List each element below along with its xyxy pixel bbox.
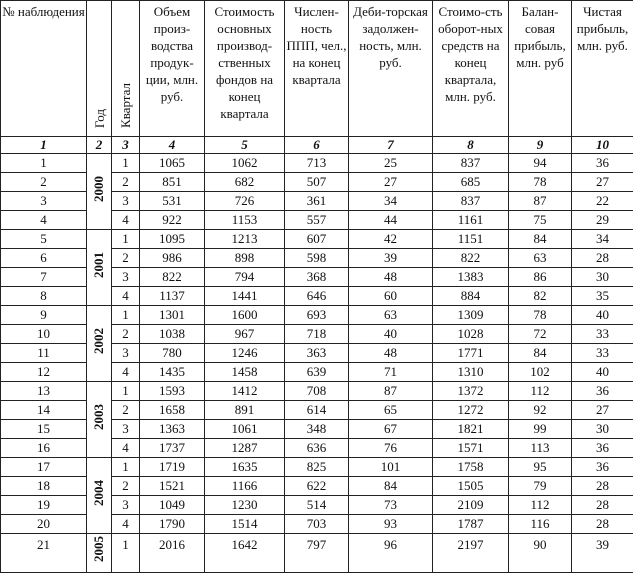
column-number: 2 bbox=[87, 137, 112, 154]
header-headcount: Числен-ность ППП, чел., на конец квартала bbox=[285, 1, 349, 137]
value-cell: 2197 bbox=[433, 534, 509, 573]
observation-number: 3 bbox=[1, 192, 87, 211]
value-cell: 361 bbox=[285, 192, 349, 211]
value-cell: 76 bbox=[349, 439, 433, 458]
value-cell: 1309 bbox=[433, 306, 509, 325]
observation-number: 16 bbox=[1, 439, 87, 458]
observation-number: 1 bbox=[1, 154, 87, 173]
value-cell: 682 bbox=[205, 173, 285, 192]
value-cell: 48 bbox=[349, 268, 433, 287]
observation-number: 4 bbox=[1, 211, 87, 230]
value-cell: 1151 bbox=[433, 230, 509, 249]
value-cell: 40 bbox=[349, 325, 433, 344]
value-cell: 726 bbox=[205, 192, 285, 211]
value-cell: 63 bbox=[349, 306, 433, 325]
value-cell: 28 bbox=[572, 496, 633, 515]
value-cell: 718 bbox=[285, 325, 349, 344]
value-cell: 1787 bbox=[433, 515, 509, 534]
value-cell: 27 bbox=[572, 401, 633, 420]
value-cell: 39 bbox=[572, 534, 633, 573]
value-cell: 79 bbox=[509, 477, 572, 496]
value-cell: 693 bbox=[285, 306, 349, 325]
year-cell: 2005 bbox=[87, 534, 112, 573]
year-cell: 2002 bbox=[87, 306, 112, 382]
quarter-cell: 3 bbox=[112, 496, 140, 515]
value-cell: 1412 bbox=[205, 382, 285, 401]
value-cell: 78 bbox=[509, 173, 572, 192]
header-year: Год bbox=[87, 1, 112, 137]
value-cell: 851 bbox=[140, 173, 205, 192]
value-cell: 60 bbox=[349, 287, 433, 306]
value-cell: 40 bbox=[572, 363, 633, 382]
value-cell: 646 bbox=[285, 287, 349, 306]
value-cell: 25 bbox=[349, 154, 433, 173]
table-row bbox=[1, 154, 633, 173]
value-cell: 713 bbox=[285, 154, 349, 173]
value-cell: 1383 bbox=[433, 268, 509, 287]
value-cell: 614 bbox=[285, 401, 349, 420]
value-cell: 99 bbox=[509, 420, 572, 439]
header-observation: № наблюдения bbox=[1, 1, 87, 137]
value-cell: 797 bbox=[285, 534, 349, 573]
value-cell: 101 bbox=[349, 458, 433, 477]
value-cell: 1758 bbox=[433, 458, 509, 477]
value-cell: 48 bbox=[349, 344, 433, 363]
value-cell: 1514 bbox=[205, 515, 285, 534]
value-cell: 28 bbox=[572, 249, 633, 268]
column-number: 5 bbox=[205, 137, 285, 154]
value-cell: 1213 bbox=[205, 230, 285, 249]
observation-number: 2 bbox=[1, 173, 87, 192]
value-cell: 598 bbox=[285, 249, 349, 268]
column-number: 10 bbox=[572, 137, 633, 154]
value-cell: 1571 bbox=[433, 439, 509, 458]
value-cell: 63 bbox=[509, 249, 572, 268]
value-cell: 2109 bbox=[433, 496, 509, 515]
value-cell: 1521 bbox=[140, 477, 205, 496]
value-cell: 78 bbox=[509, 306, 572, 325]
observation-number: 15 bbox=[1, 420, 87, 439]
value-cell: 27 bbox=[349, 173, 433, 192]
value-cell: 557 bbox=[285, 211, 349, 230]
quarter-cell: 3 bbox=[112, 192, 140, 211]
quarter-cell: 4 bbox=[112, 515, 140, 534]
value-cell: 1458 bbox=[205, 363, 285, 382]
observation-number: 10 bbox=[1, 325, 87, 344]
value-cell: 87 bbox=[349, 382, 433, 401]
quarter-cell: 3 bbox=[112, 344, 140, 363]
value-cell: 36 bbox=[572, 154, 633, 173]
value-cell: 348 bbox=[285, 420, 349, 439]
value-cell: 837 bbox=[433, 192, 509, 211]
value-cell: 73 bbox=[349, 496, 433, 515]
value-cell: 39 bbox=[349, 249, 433, 268]
value-cell: 44 bbox=[349, 211, 433, 230]
value-cell: 507 bbox=[285, 173, 349, 192]
value-cell: 87 bbox=[509, 192, 572, 211]
value-cell: 1310 bbox=[433, 363, 509, 382]
header-balance-profit: Балан-совая прибыль, млн. руб bbox=[509, 1, 572, 137]
value-cell: 922 bbox=[140, 211, 205, 230]
quarter-cell: 4 bbox=[112, 363, 140, 382]
quarter-cell: 2 bbox=[112, 173, 140, 192]
value-cell: 1600 bbox=[205, 306, 285, 325]
observation-number: 17 bbox=[1, 458, 87, 477]
value-cell: 1441 bbox=[205, 287, 285, 306]
table-row bbox=[1, 306, 633, 325]
value-cell: 1301 bbox=[140, 306, 205, 325]
header-row bbox=[1, 1, 633, 137]
value-cell: 1771 bbox=[433, 344, 509, 363]
value-cell: 884 bbox=[433, 287, 509, 306]
value-cell: 1658 bbox=[140, 401, 205, 420]
value-cell: 1737 bbox=[140, 439, 205, 458]
value-cell: 112 bbox=[509, 382, 572, 401]
value-cell: 780 bbox=[140, 344, 205, 363]
value-cell: 891 bbox=[205, 401, 285, 420]
value-cell: 1230 bbox=[205, 496, 285, 515]
year-cell: 2004 bbox=[87, 458, 112, 534]
observation-number: 11 bbox=[1, 344, 87, 363]
value-cell: 1435 bbox=[140, 363, 205, 382]
table-row bbox=[1, 458, 633, 477]
value-cell: 112 bbox=[509, 496, 572, 515]
column-number: 1 bbox=[1, 137, 87, 154]
header-working-capital: Стоимо-сть оборот-ных средств на конец квартала, млн. руб. bbox=[433, 1, 509, 137]
quarter-cell: 2 bbox=[112, 249, 140, 268]
quarter-cell: 4 bbox=[112, 211, 140, 230]
value-cell: 29 bbox=[572, 211, 633, 230]
quarter-cell: 1 bbox=[112, 382, 140, 401]
value-cell: 27 bbox=[572, 173, 633, 192]
quarter-cell: 3 bbox=[112, 268, 140, 287]
value-cell: 531 bbox=[140, 192, 205, 211]
header-net-profit: Чистая прибыль, млн. руб. bbox=[572, 1, 633, 137]
observation-number: 7 bbox=[1, 268, 87, 287]
value-cell: 1719 bbox=[140, 458, 205, 477]
year-cell: 2003 bbox=[87, 382, 112, 458]
header-production-volume: Объем произ-водства продук-ции, млн. руб. bbox=[140, 1, 205, 137]
value-cell: 822 bbox=[433, 249, 509, 268]
header-quarter: Квартал bbox=[112, 1, 140, 137]
value-cell: 84 bbox=[509, 230, 572, 249]
header-receivables: Деби-торская задолжен-ность, млн. руб. bbox=[349, 1, 433, 137]
value-cell: 65 bbox=[349, 401, 433, 420]
value-cell: 82 bbox=[509, 287, 572, 306]
value-cell: 1028 bbox=[433, 325, 509, 344]
value-cell: 93 bbox=[349, 515, 433, 534]
year-cell: 2000 bbox=[87, 154, 112, 230]
value-cell: 33 bbox=[572, 325, 633, 344]
value-cell: 607 bbox=[285, 230, 349, 249]
value-cell: 40 bbox=[572, 306, 633, 325]
value-cell: 42 bbox=[349, 230, 433, 249]
value-cell: 1821 bbox=[433, 420, 509, 439]
value-cell: 1153 bbox=[205, 211, 285, 230]
table-row bbox=[1, 230, 633, 249]
observation-number: 19 bbox=[1, 496, 87, 515]
value-cell: 1593 bbox=[140, 382, 205, 401]
value-cell: 986 bbox=[140, 249, 205, 268]
table-row bbox=[1, 382, 633, 401]
quarter-cell: 1 bbox=[112, 306, 140, 325]
value-cell: 28 bbox=[572, 515, 633, 534]
table-row bbox=[1, 534, 633, 573]
value-cell: 90 bbox=[509, 534, 572, 573]
quarter-cell: 4 bbox=[112, 287, 140, 306]
value-cell: 1246 bbox=[205, 344, 285, 363]
quarter-cell: 3 bbox=[112, 420, 140, 439]
value-cell: 1049 bbox=[140, 496, 205, 515]
value-cell: 1363 bbox=[140, 420, 205, 439]
quarter-cell: 1 bbox=[112, 230, 140, 249]
value-cell: 34 bbox=[572, 230, 633, 249]
column-number: 7 bbox=[349, 137, 433, 154]
value-cell: 116 bbox=[509, 515, 572, 534]
value-cell: 96 bbox=[349, 534, 433, 573]
observation-number: 8 bbox=[1, 287, 87, 306]
value-cell: 685 bbox=[433, 173, 509, 192]
value-cell: 898 bbox=[205, 249, 285, 268]
value-cell: 36 bbox=[572, 439, 633, 458]
value-cell: 102 bbox=[509, 363, 572, 382]
column-number: 3 bbox=[112, 137, 140, 154]
value-cell: 363 bbox=[285, 344, 349, 363]
column-number: 8 bbox=[433, 137, 509, 154]
value-cell: 1038 bbox=[140, 325, 205, 344]
value-cell: 113 bbox=[509, 439, 572, 458]
value-cell: 1272 bbox=[433, 401, 509, 420]
value-cell: 2016 bbox=[140, 534, 205, 573]
column-number-row bbox=[1, 137, 633, 154]
value-cell: 86 bbox=[509, 268, 572, 287]
value-cell: 67 bbox=[349, 420, 433, 439]
observation-number: 12 bbox=[1, 363, 87, 382]
value-cell: 1061 bbox=[205, 420, 285, 439]
value-cell: 1062 bbox=[205, 154, 285, 173]
value-cell: 1372 bbox=[433, 382, 509, 401]
value-cell: 34 bbox=[349, 192, 433, 211]
observation-number: 13 bbox=[1, 382, 87, 401]
value-cell: 1137 bbox=[140, 287, 205, 306]
table-body bbox=[1, 137, 633, 573]
value-cell: 95 bbox=[509, 458, 572, 477]
value-cell: 636 bbox=[285, 439, 349, 458]
value-cell: 368 bbox=[285, 268, 349, 287]
value-cell: 84 bbox=[509, 344, 572, 363]
value-cell: 30 bbox=[572, 268, 633, 287]
header-fixed-assets: Стоимость основных производ-ственных фондов на конец квартала bbox=[205, 1, 285, 137]
value-cell: 33 bbox=[572, 344, 633, 363]
value-cell: 75 bbox=[509, 211, 572, 230]
value-cell: 30 bbox=[572, 420, 633, 439]
value-cell: 22 bbox=[572, 192, 633, 211]
quarter-cell: 2 bbox=[112, 325, 140, 344]
column-number: 9 bbox=[509, 137, 572, 154]
value-cell: 35 bbox=[572, 287, 633, 306]
value-cell: 1065 bbox=[140, 154, 205, 173]
value-cell: 28 bbox=[572, 477, 633, 496]
observation-number: 18 bbox=[1, 477, 87, 496]
value-cell: 1161 bbox=[433, 211, 509, 230]
value-cell: 825 bbox=[285, 458, 349, 477]
value-cell: 639 bbox=[285, 363, 349, 382]
value-cell: 1095 bbox=[140, 230, 205, 249]
value-cell: 794 bbox=[205, 268, 285, 287]
value-cell: 84 bbox=[349, 477, 433, 496]
quarter-cell: 1 bbox=[112, 154, 140, 173]
quarter-cell: 2 bbox=[112, 477, 140, 496]
year-cell: 2001 bbox=[87, 230, 112, 306]
value-cell: 36 bbox=[572, 458, 633, 477]
value-cell: 72 bbox=[509, 325, 572, 344]
observation-number: 5 bbox=[1, 230, 87, 249]
value-cell: 967 bbox=[205, 325, 285, 344]
observation-number: 21 bbox=[1, 534, 87, 573]
value-cell: 94 bbox=[509, 154, 572, 173]
value-cell: 71 bbox=[349, 363, 433, 382]
value-cell: 1287 bbox=[205, 439, 285, 458]
quarter-cell: 1 bbox=[112, 534, 140, 573]
value-cell: 822 bbox=[140, 268, 205, 287]
value-cell: 708 bbox=[285, 382, 349, 401]
observation-number: 9 bbox=[1, 306, 87, 325]
value-cell: 1790 bbox=[140, 515, 205, 534]
quarter-cell: 4 bbox=[112, 439, 140, 458]
observation-number: 6 bbox=[1, 249, 87, 268]
column-number: 6 bbox=[285, 137, 349, 154]
observation-number: 20 bbox=[1, 515, 87, 534]
column-number: 4 bbox=[140, 137, 205, 154]
value-cell: 703 bbox=[285, 515, 349, 534]
value-cell: 837 bbox=[433, 154, 509, 173]
value-cell: 514 bbox=[285, 496, 349, 515]
value-cell: 92 bbox=[509, 401, 572, 420]
observation-number: 14 bbox=[1, 401, 87, 420]
quarter-cell: 2 bbox=[112, 401, 140, 420]
value-cell: 36 bbox=[572, 382, 633, 401]
value-cell: 1505 bbox=[433, 477, 509, 496]
value-cell: 622 bbox=[285, 477, 349, 496]
value-cell: 1642 bbox=[205, 534, 285, 573]
quarter-cell: 1 bbox=[112, 458, 140, 477]
value-cell: 1166 bbox=[205, 477, 285, 496]
value-cell: 1635 bbox=[205, 458, 285, 477]
